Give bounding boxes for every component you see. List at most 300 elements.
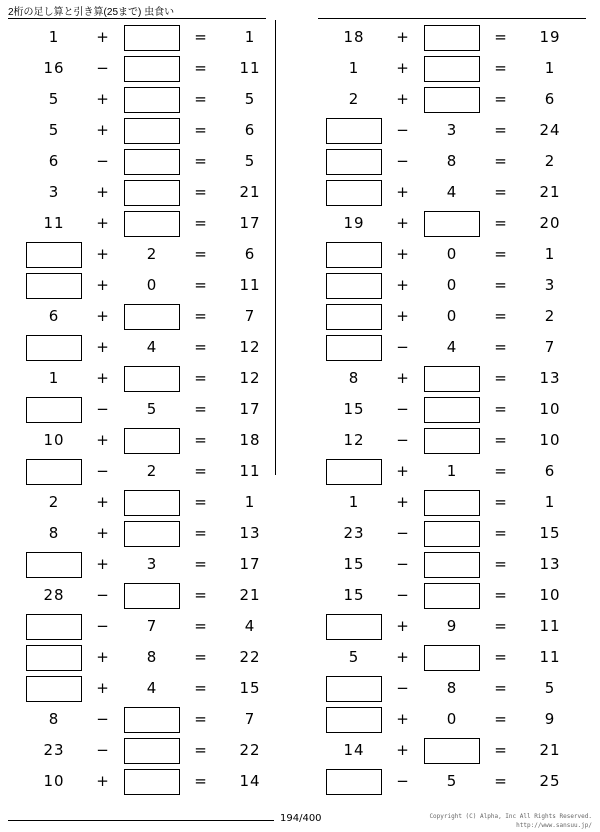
operand-b — [118, 278, 186, 293]
result — [516, 774, 584, 789]
equals-value: = — [194, 245, 208, 263]
equals-symbol — [486, 712, 516, 727]
operand-b — [118, 247, 186, 262]
answer-box[interactable] — [326, 459, 382, 485]
result-value: 6 — [244, 245, 256, 263]
answer-box[interactable] — [26, 397, 82, 423]
problem-row — [320, 642, 600, 673]
operand-b — [118, 340, 186, 355]
answer-box[interactable] — [124, 521, 180, 547]
equals-symbol — [186, 526, 216, 541]
equals-value: = — [194, 555, 208, 573]
result-value: 7 — [544, 338, 556, 356]
answer-box[interactable] — [124, 738, 180, 764]
operator-value: − — [96, 586, 110, 604]
operator-value: + — [396, 617, 410, 635]
equals-symbol — [186, 712, 216, 727]
problem-row — [20, 53, 300, 84]
equals-symbol — [186, 681, 216, 696]
equals-value: = — [494, 586, 508, 604]
operator-value: + — [96, 338, 110, 356]
operator-symbol — [88, 433, 118, 448]
result-value: 11 — [239, 462, 261, 480]
equals-value: = — [194, 524, 208, 542]
problem-row — [20, 177, 300, 208]
result — [516, 278, 584, 293]
operand-a-value: 2 — [348, 90, 360, 108]
operator-value: + — [96, 524, 110, 542]
operator-value: + — [96, 555, 110, 573]
answer-box[interactable] — [124, 428, 180, 454]
operand-b-value: 3 — [146, 555, 158, 573]
operator-symbol — [388, 30, 418, 45]
operand-a — [20, 61, 88, 76]
equals-symbol — [486, 216, 516, 231]
result — [516, 495, 584, 510]
header-rule-left — [8, 18, 266, 19]
operand-b-value: 2 — [146, 245, 158, 263]
answer-box[interactable] — [124, 118, 180, 144]
problem-column-right — [300, 22, 600, 797]
result — [516, 464, 584, 479]
equals-value: = — [194, 400, 208, 418]
answer-box[interactable] — [424, 56, 480, 82]
problem-row — [20, 766, 300, 797]
operand-a-value: 11 — [43, 214, 65, 232]
equals-value: = — [494, 462, 508, 480]
equals-symbol — [486, 495, 516, 510]
operand-a-value: 14 — [343, 741, 365, 759]
problem-row — [20, 611, 300, 642]
operator-value: + — [96, 121, 110, 139]
problem-row — [20, 115, 300, 146]
operator-value: − — [96, 152, 110, 170]
answer-box[interactable] — [124, 87, 180, 113]
equals-symbol — [186, 650, 216, 665]
result — [516, 681, 584, 696]
operand-b — [118, 738, 186, 764]
result — [516, 247, 584, 262]
operator-symbol — [388, 619, 418, 634]
operator-value: + — [96, 183, 110, 201]
problem-row — [20, 84, 300, 115]
operand-a — [320, 216, 388, 231]
equals-symbol — [186, 743, 216, 758]
operator-symbol — [88, 216, 118, 231]
operand-b — [118, 402, 186, 417]
equals-value: = — [194, 493, 208, 511]
operator-symbol — [88, 309, 118, 324]
operand-b-value: 2 — [146, 462, 158, 480]
answer-box[interactable] — [124, 707, 180, 733]
operand-a — [20, 309, 88, 324]
answer-box[interactable] — [124, 180, 180, 206]
result-value: 1 — [544, 493, 556, 511]
operator-symbol — [388, 588, 418, 603]
result-value: 3 — [544, 276, 556, 294]
equals-value: = — [194, 617, 208, 635]
problem-row — [320, 425, 600, 456]
equals-symbol — [486, 402, 516, 417]
result — [516, 92, 584, 107]
answer-box[interactable] — [26, 614, 82, 640]
equals-value: = — [494, 307, 508, 325]
answer-box[interactable] — [124, 490, 180, 516]
equals-symbol — [186, 123, 216, 138]
operator-symbol — [88, 495, 118, 510]
operand-b — [118, 428, 186, 454]
result-value: 15 — [539, 524, 561, 542]
operator-value: − — [96, 617, 110, 635]
operator-value: + — [96, 214, 110, 232]
result-value: 15 — [239, 679, 261, 697]
answer-box[interactable] — [326, 242, 382, 268]
result — [216, 247, 284, 262]
equals-value: = — [494, 369, 508, 387]
result-value: 2 — [544, 307, 556, 325]
answer-box[interactable] — [424, 366, 480, 392]
operator-value: − — [396, 555, 410, 573]
operand-b — [418, 645, 486, 671]
result-value: 21 — [539, 741, 561, 759]
operand-a — [20, 273, 88, 299]
equals-symbol — [186, 371, 216, 386]
equals-value: = — [194, 183, 208, 201]
result — [216, 92, 284, 107]
problem-row — [320, 673, 600, 704]
result-value: 4 — [244, 617, 256, 635]
result — [216, 340, 284, 355]
equals-symbol — [186, 774, 216, 789]
result — [216, 61, 284, 76]
operand-b — [418, 340, 486, 355]
answer-box[interactable] — [424, 645, 480, 671]
equals-value: = — [194, 338, 208, 356]
answer-box[interactable] — [124, 56, 180, 82]
operand-a-value: 1 — [48, 369, 60, 387]
operator-symbol — [88, 61, 118, 76]
operand-b-value: 9 — [446, 617, 458, 635]
result-value: 11 — [239, 276, 261, 294]
operand-b-value: 8 — [146, 648, 158, 666]
equals-value: = — [494, 183, 508, 201]
operator-symbol — [388, 309, 418, 324]
operand-b — [118, 769, 186, 795]
answer-box[interactable] — [424, 397, 480, 423]
answer-box[interactable] — [424, 521, 480, 547]
operand-a — [320, 614, 388, 640]
operand-a-value: 28 — [43, 586, 65, 604]
result — [216, 774, 284, 789]
result-value: 10 — [539, 586, 561, 604]
result-value: 11 — [539, 617, 561, 635]
answer-box[interactable] — [26, 273, 82, 299]
operator-value: + — [396, 307, 410, 325]
answer-box[interactable] — [326, 118, 382, 144]
operator-symbol — [88, 185, 118, 200]
equals-value: = — [194, 28, 208, 46]
operand-b — [118, 619, 186, 634]
result-value: 14 — [239, 772, 261, 790]
equals-symbol — [486, 774, 516, 789]
answer-box[interactable] — [124, 583, 180, 609]
result-value: 17 — [239, 400, 261, 418]
operand-b — [418, 490, 486, 516]
result — [216, 464, 284, 479]
answer-box[interactable] — [424, 428, 480, 454]
operand-b-value: 4 — [446, 183, 458, 201]
equals-value: = — [494, 524, 508, 542]
operator-symbol — [88, 154, 118, 169]
problem-row — [20, 208, 300, 239]
operand-a-value: 6 — [48, 307, 60, 325]
operand-a-value: 16 — [43, 59, 65, 77]
equals-value: = — [494, 710, 508, 728]
problem-row — [320, 735, 600, 766]
answer-box[interactable] — [124, 304, 180, 330]
operand-a — [320, 242, 388, 268]
operator-value: + — [396, 648, 410, 666]
operand-a — [20, 123, 88, 138]
equals-value: = — [194, 276, 208, 294]
answer-box[interactable] — [424, 87, 480, 113]
operand-a — [20, 154, 88, 169]
result-value: 12 — [239, 338, 261, 356]
operand-b — [418, 56, 486, 82]
equals-symbol — [186, 619, 216, 634]
answer-box[interactable] — [326, 769, 382, 795]
operand-a — [20, 397, 88, 423]
equals-value: = — [494, 276, 508, 294]
operator-value: − — [96, 59, 110, 77]
answer-box[interactable] — [326, 614, 382, 640]
result-value: 1 — [244, 493, 256, 511]
operand-b — [118, 490, 186, 516]
equals-symbol — [186, 278, 216, 293]
operand-b — [418, 309, 486, 324]
operand-b — [418, 211, 486, 237]
operand-b-value: 8 — [446, 152, 458, 170]
operand-a — [320, 433, 388, 448]
equals-symbol — [486, 123, 516, 138]
operand-a — [20, 92, 88, 107]
equals-symbol — [186, 216, 216, 231]
operand-a — [320, 557, 388, 572]
operator-symbol — [388, 247, 418, 262]
operator-symbol — [88, 681, 118, 696]
problem-row — [20, 301, 300, 332]
result-value: 6 — [544, 90, 556, 108]
operator-symbol — [388, 154, 418, 169]
problem-row — [320, 270, 600, 301]
operand-a — [320, 180, 388, 206]
problem-row — [20, 487, 300, 518]
result-value: 13 — [239, 524, 261, 542]
equals-symbol — [486, 154, 516, 169]
equals-value: = — [194, 462, 208, 480]
operand-a — [320, 149, 388, 175]
answer-box[interactable] — [124, 149, 180, 175]
operand-a-value: 5 — [48, 121, 60, 139]
operand-b — [118, 681, 186, 696]
answer-box[interactable] — [26, 459, 82, 485]
answer-box[interactable] — [26, 335, 82, 361]
answer-box[interactable] — [26, 242, 82, 268]
equals-symbol — [186, 247, 216, 262]
operator-value: + — [96, 772, 110, 790]
operand-a — [20, 614, 88, 640]
equals-value: = — [494, 772, 508, 790]
operator-symbol — [388, 712, 418, 727]
result-value: 18 — [239, 431, 261, 449]
result-value: 10 — [539, 431, 561, 449]
problem-row — [20, 673, 300, 704]
equals-value: = — [194, 121, 208, 139]
operand-a-value: 1 — [348, 59, 360, 77]
website-url: http://www.sansuu.jp/ — [516, 822, 592, 829]
problem-row — [20, 363, 300, 394]
operand-b — [118, 25, 186, 51]
operator-value: + — [396, 493, 410, 511]
operand-a — [320, 495, 388, 510]
operand-a — [320, 459, 388, 485]
operand-a — [20, 242, 88, 268]
result-value: 22 — [239, 741, 261, 759]
result — [516, 712, 584, 727]
problem-row — [20, 456, 300, 487]
problem-row — [320, 394, 600, 425]
answer-box[interactable] — [326, 335, 382, 361]
answer-box[interactable] — [326, 149, 382, 175]
operator-symbol — [388, 464, 418, 479]
operand-b — [418, 123, 486, 138]
operator-value: − — [96, 710, 110, 728]
operand-a — [20, 588, 88, 603]
operator-value: + — [396, 183, 410, 201]
answer-box[interactable] — [424, 25, 480, 51]
operator-value: + — [96, 493, 110, 511]
problem-row — [20, 735, 300, 766]
operand-b — [118, 521, 186, 547]
operator-symbol — [388, 681, 418, 696]
problem-row — [320, 363, 600, 394]
operand-b — [118, 304, 186, 330]
answer-box[interactable] — [326, 180, 382, 206]
equals-value: = — [494, 741, 508, 759]
operand-b — [418, 25, 486, 51]
equals-symbol — [186, 340, 216, 355]
answer-box[interactable] — [124, 211, 180, 237]
operand-a-value: 8 — [348, 369, 360, 387]
operand-b — [418, 154, 486, 169]
operand-a-value: 15 — [343, 586, 365, 604]
answer-box[interactable] — [326, 273, 382, 299]
problem-row — [320, 115, 600, 146]
problem-row — [320, 53, 600, 84]
operator-symbol — [88, 526, 118, 541]
equals-value: = — [194, 586, 208, 604]
operand-a-value: 18 — [343, 28, 365, 46]
operator-value: + — [96, 276, 110, 294]
equals-value: = — [494, 431, 508, 449]
footer-rule — [8, 820, 274, 821]
operand-b — [418, 774, 486, 789]
result — [516, 650, 584, 665]
result-value: 24 — [539, 121, 561, 139]
problem-row — [20, 270, 300, 301]
operand-b-value: 7 — [146, 617, 158, 635]
equals-symbol — [486, 557, 516, 572]
answer-box[interactable] — [424, 552, 480, 578]
operator-symbol — [388, 61, 418, 76]
operator-symbol — [388, 216, 418, 231]
answer-box[interactable] — [124, 366, 180, 392]
problem-row — [20, 580, 300, 611]
operand-b — [418, 87, 486, 113]
result-value: 6 — [544, 462, 556, 480]
equals-value: = — [194, 307, 208, 325]
operand-a-value: 8 — [48, 710, 60, 728]
operator-value: − — [396, 121, 410, 139]
result — [516, 433, 584, 448]
equals-value: = — [194, 772, 208, 790]
answer-box[interactable] — [424, 738, 480, 764]
answer-box[interactable] — [26, 676, 82, 702]
operator-value: − — [396, 152, 410, 170]
equals-value: = — [194, 710, 208, 728]
equals-symbol — [186, 464, 216, 479]
result — [216, 588, 284, 603]
equals-symbol — [486, 464, 516, 479]
answer-box[interactable] — [326, 676, 382, 702]
problem-row — [20, 642, 300, 673]
operator-symbol — [88, 650, 118, 665]
operand-b — [418, 521, 486, 547]
operand-a-value: 15 — [343, 400, 365, 418]
problem-row — [320, 766, 600, 797]
answer-box[interactable] — [424, 583, 480, 609]
equals-value: = — [494, 338, 508, 356]
operand-b — [118, 87, 186, 113]
operator-value: + — [396, 28, 410, 46]
operand-a-value: 8 — [48, 524, 60, 542]
operator-value: + — [96, 648, 110, 666]
result — [216, 309, 284, 324]
operator-value: + — [396, 741, 410, 759]
answer-box[interactable] — [26, 552, 82, 578]
equals-symbol — [486, 61, 516, 76]
operand-a — [320, 676, 388, 702]
answer-box[interactable] — [326, 304, 382, 330]
operand-b — [118, 464, 186, 479]
equals-symbol — [486, 30, 516, 45]
answer-box[interactable] — [424, 211, 480, 237]
answer-box[interactable] — [326, 707, 382, 733]
answer-box[interactable] — [124, 769, 180, 795]
operand-b-value: 4 — [446, 338, 458, 356]
operator-symbol — [88, 743, 118, 758]
operand-a — [320, 30, 388, 45]
operator-value: − — [396, 400, 410, 418]
result-value: 12 — [239, 369, 261, 387]
answer-box[interactable] — [124, 25, 180, 51]
answer-box[interactable] — [424, 490, 480, 516]
result — [216, 185, 284, 200]
answer-box[interactable] — [26, 645, 82, 671]
operator-value: + — [396, 276, 410, 294]
operator-value: − — [396, 524, 410, 542]
equals-symbol — [486, 588, 516, 603]
